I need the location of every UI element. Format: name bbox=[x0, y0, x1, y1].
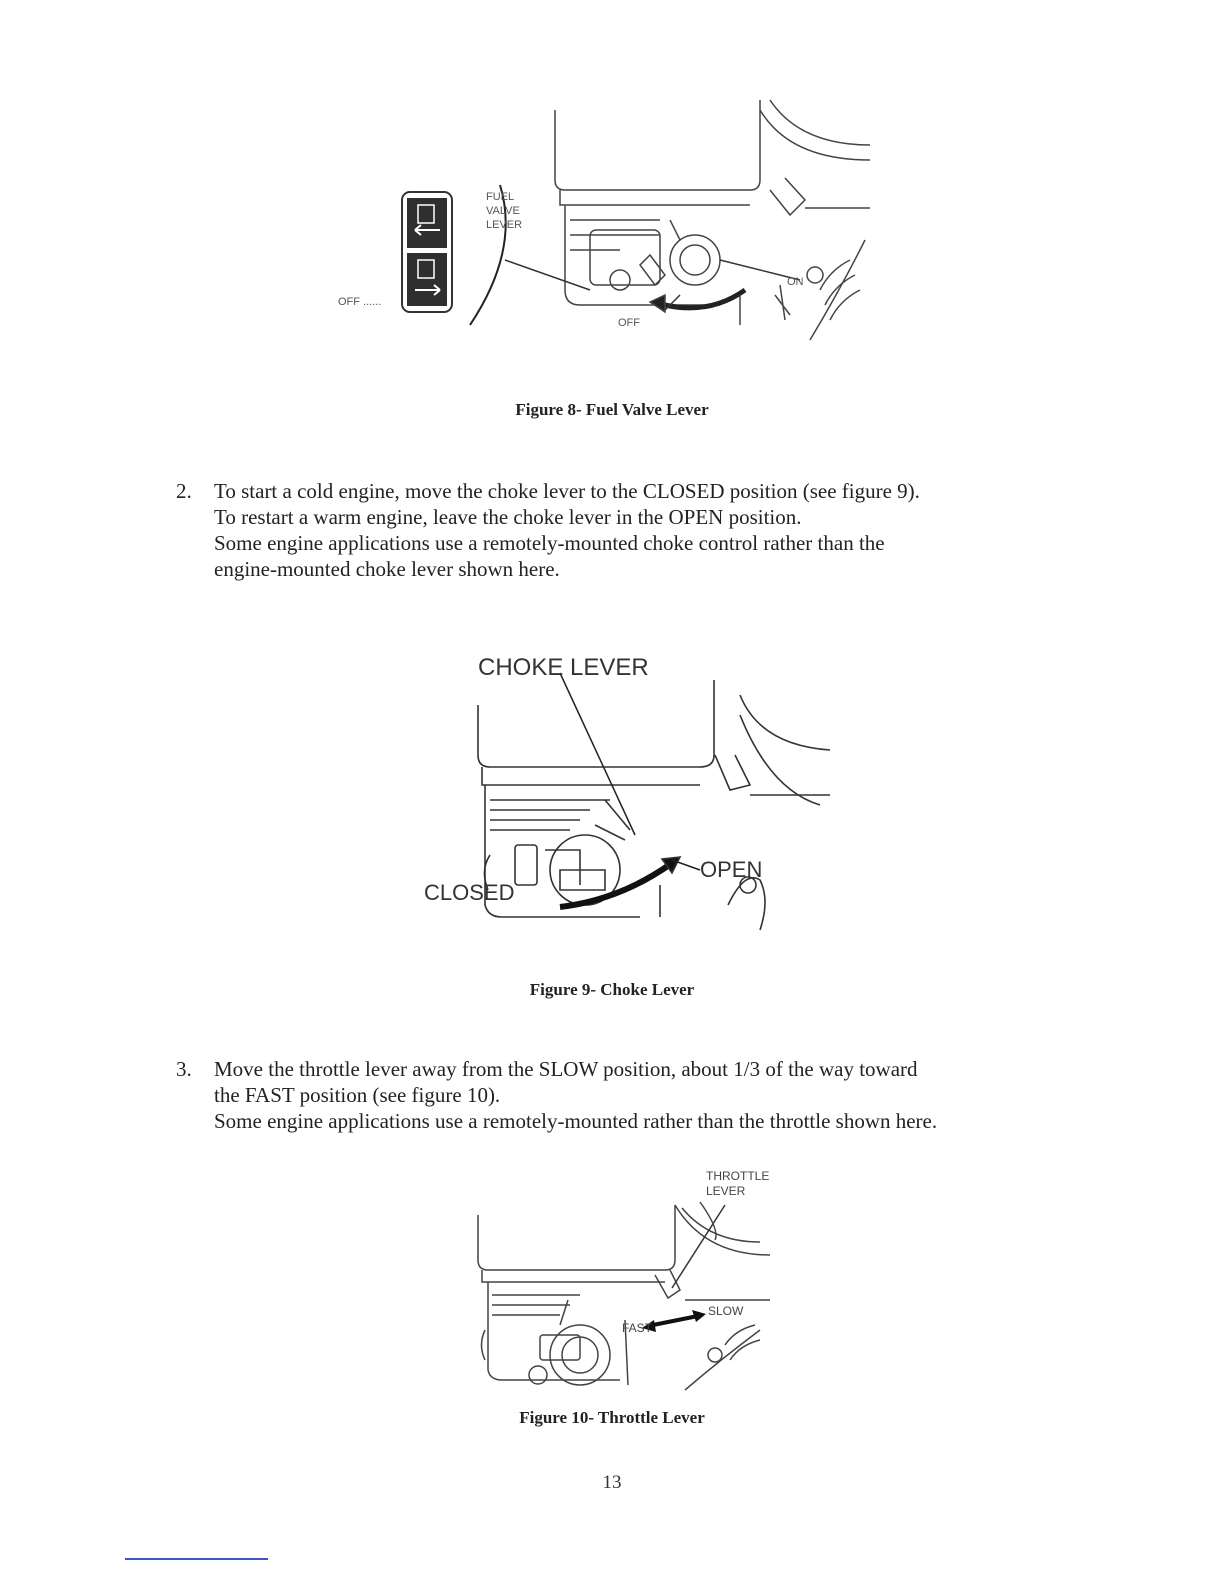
valve-label: VALVE bbox=[486, 205, 520, 217]
step-3-line-1: Move the throttle lever away from the SLOW position, about 1/3 of the way toward bbox=[214, 1057, 918, 1081]
lever-label: LEVER bbox=[486, 219, 523, 231]
on-label: ON bbox=[787, 276, 804, 288]
figure-8-caption: Figure 8- Fuel Valve Lever bbox=[515, 400, 709, 419]
step-3-line-3: Some engine applications use a remotely-mounted rather than the throttle shown here. bbox=[214, 1109, 938, 1133]
figure-10-caption: Figure 10- Throttle Lever bbox=[519, 1408, 705, 1427]
choke-lever-drawing bbox=[410, 645, 850, 945]
open-label: OPEN bbox=[700, 857, 763, 882]
figure-9-illustration bbox=[410, 645, 850, 945]
step-2-line-2: To restart a warm engine, leave the choke lever in the OPEN position. bbox=[214, 505, 802, 529]
step-2-line-4: engine-mounted choke lever shown here. bbox=[214, 557, 560, 581]
fuel-valve-drawing bbox=[320, 90, 880, 350]
throttle-lever-drawing bbox=[460, 1160, 800, 1400]
step-3 bbox=[176, 1056, 1076, 1134]
step-3-line-2: the FAST position (see figure 10). bbox=[214, 1083, 501, 1107]
fuel-switch-plate bbox=[402, 192, 452, 312]
fuel-label: FUEL bbox=[486, 191, 515, 203]
throttle-lever-label: LEVER bbox=[706, 1184, 746, 1198]
step-2-number: 2. bbox=[176, 479, 192, 503]
off-label-left: OFF ...... bbox=[338, 296, 382, 308]
slow-label: SLOW bbox=[708, 1304, 744, 1318]
page-number: 13 bbox=[602, 1472, 622, 1493]
figure-10-illustration bbox=[460, 1160, 800, 1400]
step-2-line-1: To start a cold engine, move the choke lever to the CLOSED position (see figure 9). bbox=[214, 479, 920, 503]
step-2-line-3: Some engine applications use a remotely-mounted choke control rather than the bbox=[214, 531, 885, 555]
step-3-number: 3. bbox=[176, 1057, 192, 1081]
closed-label: CLOSED bbox=[424, 880, 515, 905]
off-label-right: OFF bbox=[618, 317, 640, 329]
fast-label: FAST bbox=[622, 1321, 653, 1335]
footer-rule bbox=[125, 1558, 268, 1560]
figure-8-illustration bbox=[320, 90, 880, 350]
throttle-label: THROTTLE bbox=[706, 1169, 770, 1183]
choke-lever-title: CHOKE LEVER bbox=[478, 654, 649, 681]
figure-9-caption: Figure 9- Choke Lever bbox=[529, 980, 695, 999]
step-2 bbox=[176, 478, 1076, 582]
